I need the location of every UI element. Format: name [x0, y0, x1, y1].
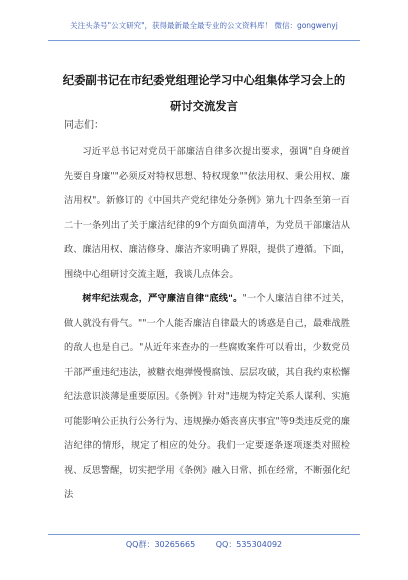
footer-qq-group: QQ群：30265665 — [125, 540, 196, 549]
footer-divider — [48, 534, 360, 535]
title-line-1: 纪委副书记在市纪委党组理论学习中心组集体学习会上的 — [62, 74, 346, 87]
paragraph-1: 习近平总书记对党员干部廉洁自律多次提出要求，强调"自身硬首先要自身廉""必须反对特权思想、特权现象""依法用权、秉公用权、廉洁用权"。新修订的《中国共产党纪律处分条例》第九十四条至第一百二十一条列出了关于廉洁纪律的9个方面负面清单，为党员干部廉洁从政、廉洁用权、廉洁修身、廉洁齐家明确了界限，提供了遵循。下面，围绕中心组研讨交流主题，我谈几点体会。 — [64, 146, 350, 280]
paragraph-2 — [64, 287, 350, 508]
document-title — [40, 68, 368, 120]
paragraph-2-body: "一个人廉洁自律不过关，做人就没有骨气。""一个人能否廉洁自律最大的诱惑是自己，最难战胜的敌人也是自己。"从近年来查办的一些腐败案件可以看出，少数党员干部严重违纪违法，被糖衣炮弹慢慢腐蚀、层层攻破，其自我约束松懈纪法意识淡薄是重要原因。《条例》针对"违规为特定关系人谋利、实施可能影响公正执行公务行为、违规操办婚丧喜庆事宜"等9类违反党的廉洁纪律的情形，规定了相应的处分。我们一定要逐条逐项逐类对照检视、反思警醒，切实把学用《条例》融入日常、抓在经常，不断强化纪法 — [64, 293, 350, 500]
document-body — [64, 140, 350, 508]
footer — [0, 539, 408, 550]
header-divider — [48, 40, 360, 41]
footer-qq: QQ：535304092 — [215, 540, 283, 549]
title-line-2: 研讨交流发言 — [170, 100, 238, 113]
salutation: 同志们： — [64, 120, 104, 131]
header-banner: 关注头条号"公文研究"，获得最新最全最专业的公文资料库！ 微信：gongwenyj — [70, 21, 338, 30]
paragraph-2-lead: 树牢纪法观念，严守廉洁自律"底线"。 — [82, 293, 243, 304]
